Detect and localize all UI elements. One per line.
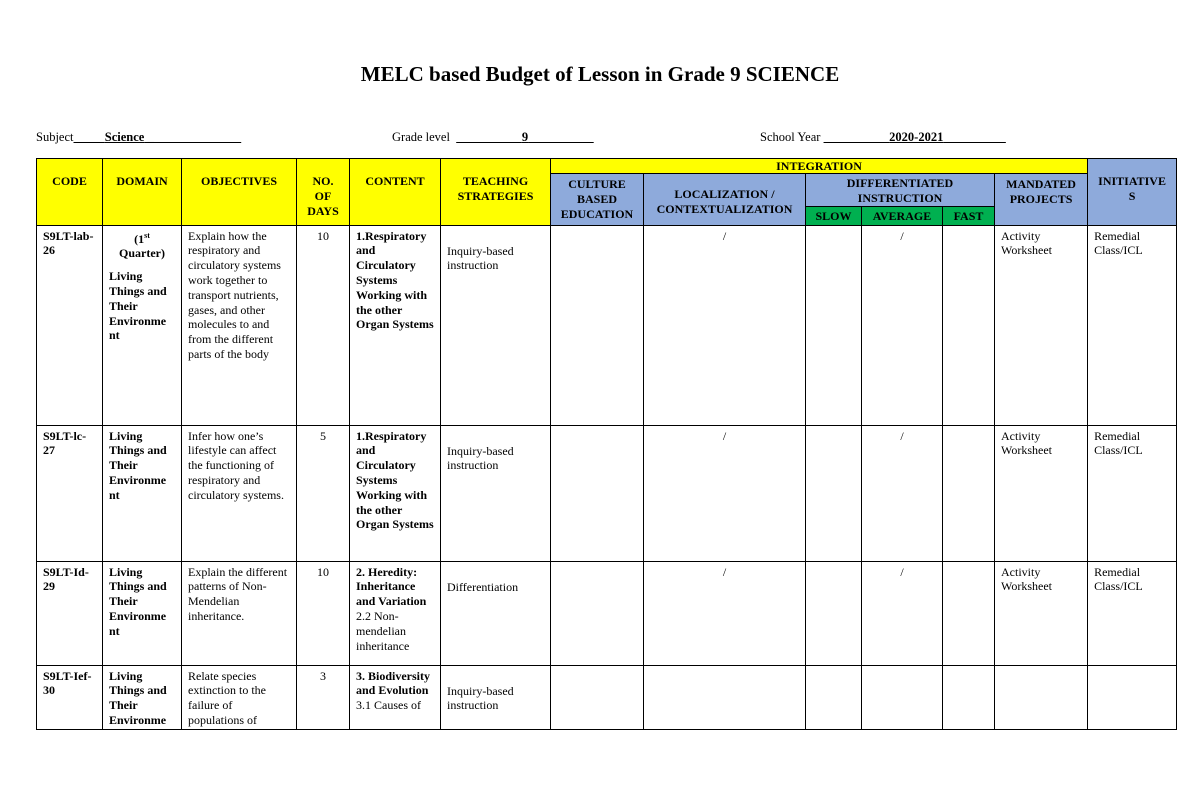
row-domain: Living Things and Their Environme nt [109, 428, 167, 502]
row-fast [943, 226, 994, 229]
table-row [37, 225, 1177, 425]
header-days: NO. OF DAYS [297, 159, 350, 226]
row-content: 1.Respiratory and Circulatory Systems Working with the other Organ Systems [356, 228, 434, 332]
row-culture [551, 226, 643, 229]
row-slow [806, 226, 861, 229]
row-initiatives: Remedial Class/ICL [1094, 564, 1143, 594]
row-mandated [995, 666, 1087, 669]
page-title: MELC based Budget of Lesson in Grade 9 SCIENCE [360, 62, 840, 86]
row-days: 10 [317, 228, 329, 243]
header-differentiated: DIFFERENTIATED INSTRUCTION [806, 174, 995, 207]
row-strategy: Differentiation [447, 579, 519, 594]
header-objectives: OBJECTIVES [182, 159, 297, 226]
row-localization [644, 666, 805, 669]
header-average: AVERAGE [862, 206, 943, 225]
row-slow [806, 426, 861, 429]
row-average [862, 666, 942, 669]
row-code: S9LT-lab-26 [43, 228, 94, 258]
row-initiatives: Remedial Class/ICL [1094, 428, 1143, 458]
row-average: / [900, 564, 904, 579]
subject-field: Subject Science _ [36, 130, 242, 144]
row-days: 3 [320, 668, 326, 683]
row-objectives: Explain the different patterns of Non-Mendelian inheritance. [188, 564, 288, 623]
header-code: CODE [37, 159, 103, 226]
row-culture [551, 666, 643, 669]
row-localization: / [722, 428, 727, 443]
row-localization: / [722, 228, 727, 243]
header-domain: DOMAIN [103, 159, 182, 226]
row-days: 5 [320, 428, 326, 443]
school-year-field [760, 130, 1006, 145]
row-objectives: Explain how the respiratory and circulatory systems work together to transport nutrients, gases, and other molecules to and from the different parts of the body [188, 228, 281, 361]
row-slow [806, 666, 861, 669]
row-objectives: Infer how one’s lifestyle can affect the functioning of respiratory and circulatory systems. [188, 428, 284, 502]
row-fast [943, 426, 994, 429]
header-initiatives: INITIATIVE S [1088, 159, 1177, 226]
row-average: / [900, 428, 904, 443]
row-culture [551, 426, 643, 429]
row-initiatives [1088, 666, 1176, 669]
row-code: S9LT-lc-27 [43, 428, 87, 458]
header-localization: LOCALIZATION / CONTEXTUALIZATION [644, 174, 806, 226]
row-days: 10 [317, 564, 329, 579]
row-domain: Living Things and Their Environme nt [109, 564, 167, 638]
table-row [37, 425, 1177, 561]
table-row [37, 561, 1177, 665]
row-domain: Living Things and Their Environme [109, 668, 167, 727]
subject-value: Science [104, 130, 145, 144]
grade-field [392, 130, 594, 145]
subject-label: Subject [36, 130, 74, 144]
header-integration: INTEGRATION [551, 159, 1088, 174]
school-year-value: 2020-2021 [889, 130, 944, 144]
row-average: / [900, 228, 904, 243]
grade-value: 9 [521, 130, 529, 144]
row-mandated: Activity Worksheet [1001, 428, 1053, 458]
grade-label: Grade level [392, 130, 450, 144]
header-culture: CULTURE BASED EDUCATION [551, 174, 644, 226]
row-content: 3. Biodiversity and Evolution 3.1 Causes of [356, 668, 430, 713]
row-fast [943, 666, 994, 669]
header-fast: FAST [943, 206, 995, 225]
row-content: 2. Heredity: Inheritance and Variation 2.2 Non-mendelian inheritance [356, 564, 427, 653]
row-initiatives: Remedial Class/ICL [1094, 228, 1143, 258]
row-culture [551, 562, 643, 565]
lesson-budget-table [36, 158, 1177, 730]
school-year-label: School Year [760, 130, 821, 144]
row-code: S9LT-Id-29 [43, 564, 89, 594]
header-slow: SLOW [806, 206, 862, 225]
header-mandated: MANDATED PROJECTS [995, 174, 1088, 226]
row-objectives: Relate species extinction to the failure of populations of [188, 668, 266, 727]
row-strategy: Inquiry-based instruction [447, 443, 514, 473]
row-strategy: Inquiry-based instruction [447, 683, 514, 713]
row-content: 1.Respiratory and Circulatory Systems Working with the other Organ Systems [356, 428, 434, 532]
header-content: CONTENT [350, 159, 441, 226]
row-domain: (1st Quarter) Living Things and Their Environme nt [103, 226, 181, 344]
row-fast [943, 562, 994, 565]
row-localization: / [722, 564, 727, 579]
row-strategy: Inquiry-based instruction [447, 243, 514, 273]
row-mandated: Activity Worksheet [1001, 564, 1053, 594]
row-domain-quarter: (1st Quarter) [119, 230, 165, 261]
table-row [37, 665, 1177, 729]
row-code: S9LT-Ief-30 [43, 668, 92, 698]
header-strategies: TEACHING STRATEGIES [441, 159, 551, 226]
row-mandated: Activity Worksheet [1001, 228, 1053, 258]
row-slow [806, 562, 861, 565]
